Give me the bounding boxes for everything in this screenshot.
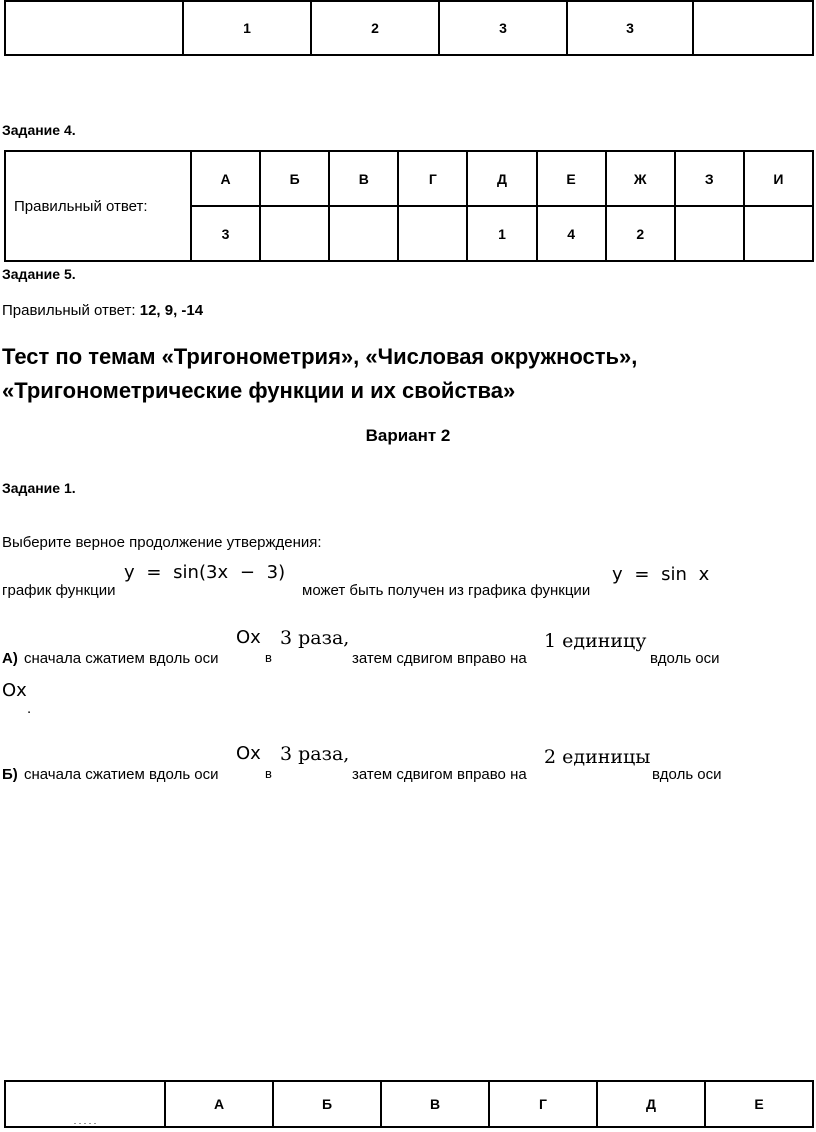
table-cell: Ж	[606, 151, 675, 206]
table-cell: 3	[567, 1, 693, 55]
option-a-text1: сначала сжатием вдоль оси	[24, 650, 219, 667]
option-b-factor: 3 раза,	[280, 743, 350, 765]
table-cell: 2	[311, 1, 439, 55]
option-b-text3: вдоль оси	[652, 766, 722, 783]
option-a-axis: Ox	[236, 627, 261, 648]
table-cell: Д	[467, 151, 536, 206]
task5-answer	[2, 302, 203, 319]
table-row	[5, 1081, 813, 1127]
table-cell: А	[165, 1081, 273, 1127]
graph-middle: может быть получен из графика функции	[302, 582, 591, 599]
task4-table	[4, 150, 814, 262]
task5-answer-label: Правильный ответ:	[2, 302, 136, 319]
table-cell: 4	[537, 206, 606, 261]
formula-2: y = sin x	[612, 564, 710, 585]
table-row	[5, 151, 813, 206]
table-cell: Г	[398, 151, 467, 206]
table-cell	[693, 1, 813, 55]
task1-prompt: Выберите верное продолжение утверждения:	[2, 534, 322, 551]
table-cell: 2	[606, 206, 675, 261]
table-cell	[5, 1, 183, 55]
table-cell: В	[381, 1081, 489, 1127]
table-cell	[744, 206, 813, 261]
task5-heading: Задание 5.	[2, 266, 76, 282]
option-a-letter: А)	[2, 650, 18, 667]
option-b-text1: сначала сжатием вдоль оси	[24, 766, 219, 783]
table-cell: 1	[183, 1, 311, 55]
formula-1: y = sin(3x − 3)	[124, 562, 286, 583]
option-a	[2, 650, 814, 672]
table-cell: Б	[260, 151, 329, 206]
page-title-line2: «Тригонометрические функции и их свойства»	[2, 378, 516, 403]
option-a-dot: .	[27, 700, 32, 717]
table-cell: 3	[191, 206, 260, 261]
table-cell: И	[744, 151, 813, 206]
option-b-axis: Ox	[236, 743, 261, 764]
table-cell: Е	[537, 151, 606, 206]
graph-prefix: график функции	[2, 582, 116, 599]
table-cell	[329, 206, 398, 261]
page-title	[2, 340, 812, 408]
option-a-in: в	[265, 650, 272, 665]
table-cell: Д	[597, 1081, 705, 1127]
variant-heading: Вариант 2	[365, 426, 451, 445]
page-title-line1: Тест по темам «Тригонометрия», «Числовая окружность»,	[2, 344, 638, 369]
bottom-answer-table	[4, 1080, 814, 1128]
task1-heading: Задание 1.	[2, 480, 76, 496]
option-a-axis-end: Ox	[2, 680, 27, 701]
option-b	[2, 766, 814, 788]
table-cell: . . . . .	[5, 1081, 165, 1127]
table-cell: 3	[439, 1, 567, 55]
top-answer-table	[4, 0, 814, 56]
option-a-text2: затем сдвигом вправо на	[352, 650, 527, 667]
table-cell	[675, 206, 744, 261]
task4-answer-label: Правильный ответ:	[5, 151, 191, 261]
table-cell: 1	[467, 206, 536, 261]
option-b-shift: 2 единицы	[544, 746, 651, 768]
option-b-text2: затем сдвигом вправо на	[352, 766, 527, 783]
option-b-letter: Б)	[2, 766, 18, 783]
option-a-factor: 3 раза,	[280, 627, 350, 649]
table-cell	[260, 206, 329, 261]
table-cell: З	[675, 151, 744, 206]
table-cell: Б	[273, 1081, 381, 1127]
option-b-in: в	[265, 766, 272, 781]
table-cell: В	[329, 151, 398, 206]
option-a-shift: 1 единицу	[544, 630, 647, 652]
task5-answer-value: 12, 9, -14	[139, 302, 204, 319]
table-cell: А	[191, 151, 260, 206]
task4-heading: Задание 4.	[2, 122, 76, 138]
table-cell: Е	[705, 1081, 813, 1127]
table-cell	[398, 206, 467, 261]
option-a-text3: вдоль оси	[650, 650, 720, 667]
table-cell: Г	[489, 1081, 597, 1127]
table-row	[5, 1, 813, 55]
